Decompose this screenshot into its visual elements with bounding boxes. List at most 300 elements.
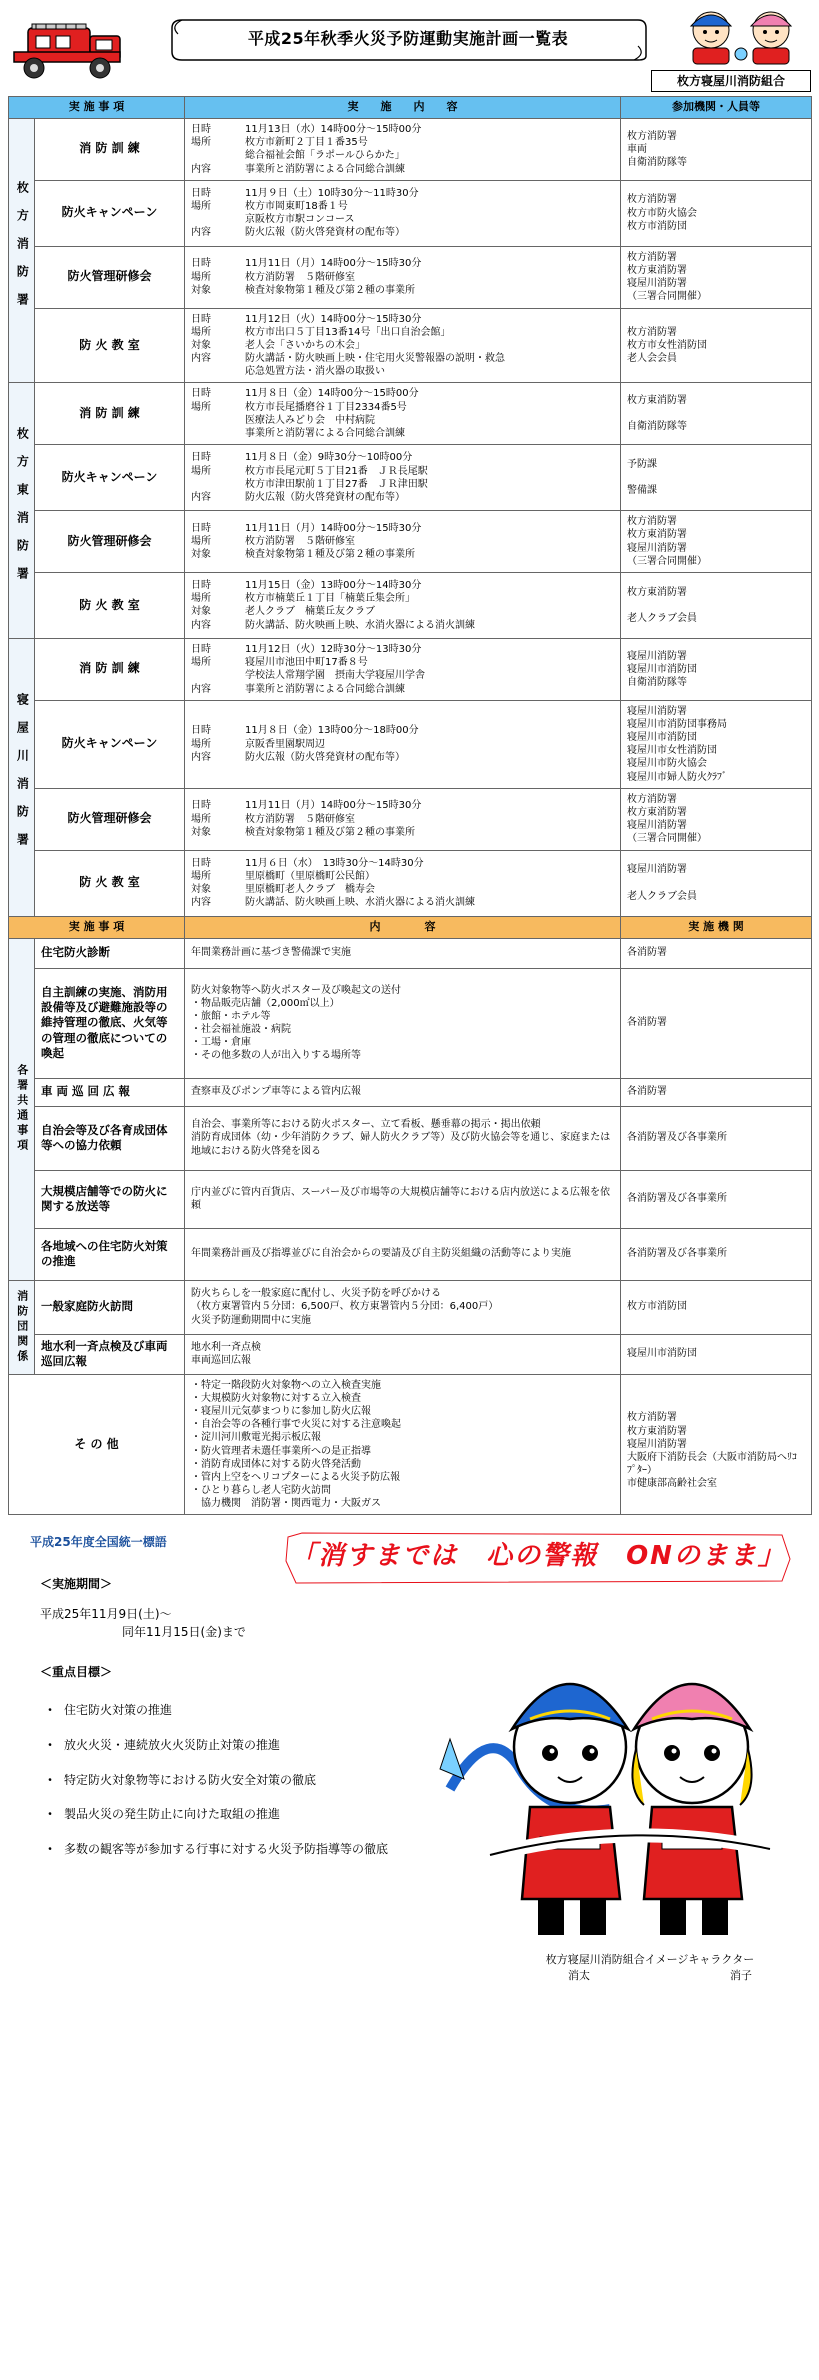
table-header: [9, 97, 812, 119]
event-details: [185, 383, 621, 445]
event-details: [185, 445, 621, 511]
detail-value: 枚方消防署 ５階研修室: [245, 813, 355, 825]
participant: 車両: [627, 143, 647, 155]
detail-value: 枚方市長尾元町５丁目21番 ＪＲ長尾駅: [245, 465, 428, 477]
table-row: [9, 308, 812, 383]
fire-truck-icon: [8, 22, 124, 82]
detail-line: [191, 163, 614, 176]
content-line: 車両巡回広報: [191, 1355, 251, 1367]
participant: 枚方消防署: [627, 516, 677, 528]
content-line: 自治会、事業所等における防火ポスター、立て看板、懸垂幕の掲示・掲出依頼: [191, 1119, 541, 1131]
event-content: [185, 1170, 621, 1228]
col-content-header: 実 施 内 容: [185, 97, 621, 119]
participant: 予防課: [627, 459, 657, 470]
content-line: 火災予防運動期間中に実施: [191, 1314, 311, 1326]
content-line: ・淀川河川敷電光掲示板広報: [191, 1432, 321, 1444]
bullet-icon: ・: [44, 1703, 57, 1718]
content-line: 地水利一斉点検: [191, 1341, 261, 1353]
detail-key: 場所: [191, 271, 211, 283]
detail-line: [191, 883, 614, 896]
table-row: [9, 788, 812, 850]
org-line: 各消防署及び各事業所: [627, 1193, 727, 1205]
content-line: ・ひとり暮らし老人宅防火訪問: [191, 1485, 331, 1497]
detail-line: [191, 257, 614, 270]
content-line: 査察車及びポンプ車等による管内広報: [191, 1086, 361, 1098]
detail-value: 11月13日（水）14時00分～15時00分: [245, 124, 422, 135]
detail-line: [191, 427, 614, 440]
event-details: [185, 850, 621, 916]
content-line: ・旅館・ホテル等: [191, 1010, 271, 1022]
detail-key: 内容: [191, 491, 211, 503]
detail-key: [191, 478, 245, 491]
detail-line: [191, 226, 614, 239]
executing-org: [621, 1106, 812, 1170]
event-details: [185, 308, 621, 383]
detail-key: 場所: [191, 401, 211, 413]
goal-item: [44, 1738, 464, 1754]
participant: 枚方消防署: [627, 793, 677, 805]
slogan-text: 「消すまでは 心の警報 ONのまま」: [290, 1541, 786, 1572]
detail-value: 寝屋川市池田中町17番８号: [245, 657, 368, 669]
detail-value: 11月９日（土）10時30分～11時30分: [245, 187, 419, 199]
detail-key: 日時: [191, 725, 211, 737]
participant: 枚方消防署: [627, 326, 677, 338]
detail-value: 枚方消防署 ５階研修室: [245, 535, 355, 547]
executing-org: [621, 968, 812, 1078]
table-row: [9, 1334, 812, 1374]
detail-key: 場所: [191, 201, 211, 213]
detail-value: 防火広報（防火啓発資材の配布等）: [245, 491, 405, 503]
org-line: 枚方市消防団: [627, 1301, 687, 1313]
participant: 自衛消防隊等: [627, 156, 687, 168]
detail-value: 枚方市岡東町18番１号: [245, 201, 348, 213]
detail-value: 11月11日（月）14時00分～15時30分: [245, 522, 422, 534]
event-name: 地水利一斉点検及び車両巡回広報: [35, 1334, 185, 1374]
participant: [627, 407, 805, 420]
table-row: [9, 1170, 812, 1228]
participant: 枚方消防署: [627, 130, 677, 142]
group-name: 各署共通事項: [9, 938, 35, 1280]
detail-line: [191, 683, 614, 696]
bullet-icon: ・: [44, 1772, 57, 1787]
detail-key: 対象: [191, 549, 211, 561]
event-name: 自主訓練の実施、消防用設備等及び避難施設等の維持管理の徹底、火気等の管理の徹底についての喚起: [35, 968, 185, 1078]
executing-org: [621, 938, 812, 968]
participants: [621, 246, 812, 308]
mascot-boy-name: 消太: [568, 1969, 590, 1983]
participant: 枚方市防火協会: [627, 207, 697, 219]
participant: 寝屋川市消防団事務局: [627, 718, 727, 730]
detail-key: 場所: [191, 137, 211, 149]
period-end: 同年11月15日(金)まで: [122, 1625, 246, 1640]
org-line: 寝屋川消防署: [627, 1438, 687, 1450]
content-line: 年間業務計画及び指導並びに自治会からの要請及び自主防災組織の活動等により実施: [191, 1248, 571, 1260]
mascot-names: [540, 1969, 780, 1984]
executing-org: [621, 1280, 812, 1334]
org-line: 各消防署: [627, 947, 667, 959]
detail-line: [191, 799, 614, 812]
participant: 枚方東消防署: [627, 586, 687, 598]
detail-key: 場所: [191, 535, 211, 547]
detail-key: 場所: [191, 326, 211, 338]
goal-item: [44, 1703, 464, 1719]
participant: （三署合同開催）: [627, 291, 707, 303]
detail-key: [191, 149, 245, 162]
detail-value: 防火講話、防火映画上映、水消火器による消火訓練: [245, 619, 475, 631]
detail-value: 総合福祉会館「ラポールひらかた」: [245, 150, 405, 162]
detail-value: 老人会「さいかちの木会」: [245, 339, 365, 351]
detail-key: 場所: [191, 593, 211, 605]
col-org-header: 参加機関・人員等: [621, 97, 812, 119]
detail-key: 内容: [191, 683, 211, 695]
title-banner: [168, 16, 648, 64]
period-start: 平成25年11月9日(土)～: [40, 1607, 172, 1622]
detail-line: [191, 465, 614, 478]
participant: （三署合同開催）: [627, 555, 707, 567]
detail-value: 11月８日（金）9時30分～10時00分: [245, 452, 413, 464]
participant: 枚方市女性消防団: [627, 339, 707, 351]
detail-value: 枚方市新町２丁目１番35号: [245, 137, 368, 149]
detail-line: [191, 401, 614, 414]
participants: [621, 445, 812, 511]
detail-value: 防火講話・防火映画上映・住宅用火災警報器の説明・救急: [245, 353, 505, 365]
table-row: [9, 511, 812, 573]
content-line: ・自治会等の各種行事で火災に対する注意喚起: [191, 1419, 401, 1431]
participant: 枚方消防署: [627, 251, 677, 263]
org-line: 各消防署: [627, 1017, 667, 1029]
detail-line: [191, 619, 614, 632]
participants: [621, 383, 812, 445]
event-name: 自治会等及び各育成団体等への協力依頼: [35, 1106, 185, 1170]
goals-heading: ＜重点目標＞: [40, 1665, 113, 1680]
detail-value: 枚方市津田駅前１丁目27番 ＪＲ津田駅: [245, 478, 428, 490]
content-line: ・特定一階段防火対象物への立入検査実施: [191, 1379, 381, 1391]
goal-text: 特定防火対象物等における防火安全対策の徹底: [64, 1772, 317, 1787]
event-details: [185, 788, 621, 850]
detail-line: [191, 387, 614, 400]
detail-key: 日時: [191, 452, 211, 464]
col2-content-header: 内 容: [185, 916, 621, 938]
detail-line: [191, 643, 614, 656]
table-row: [9, 572, 812, 638]
detail-line: [191, 535, 614, 548]
detail-key: [191, 414, 245, 427]
col2-org-header: 実 施 機 関: [621, 916, 812, 938]
executing-org: [621, 1334, 812, 1374]
participant: [627, 471, 805, 484]
detail-line: [191, 284, 614, 297]
campaign-section: [0, 1515, 819, 1995]
event-name: 大規模店舗等での防火に関する放送等: [35, 1170, 185, 1228]
detail-key: 場所: [191, 465, 211, 477]
detail-value: 事業所と消防署による合同総合訓練: [245, 683, 405, 695]
detail-value: 医療法人みどり会 中村病院: [245, 414, 375, 426]
table-row: [9, 1228, 812, 1280]
content-line: ・工場・倉庫: [191, 1037, 251, 1049]
content-line: 防火ちらしを一般家庭に配付し、火災予防を呼びかける: [191, 1288, 441, 1300]
participant: 老人会会員: [627, 353, 677, 365]
detail-key: 内容: [191, 163, 211, 175]
detail-key: 日時: [191, 800, 211, 812]
detail-value: 11月６日（水） 13時30分～14時30分: [245, 857, 424, 869]
bullet-icon: ・: [44, 1738, 57, 1753]
participant: [627, 877, 805, 890]
common-table: [8, 916, 812, 1516]
detail-line: [191, 200, 614, 213]
detail-value: 学校法人常翔学園 摂南大学寝屋川学舎: [245, 670, 425, 682]
mascot-caption: 枚方寝屋川消防組合イメージキャラクター: [545, 1953, 755, 1967]
participants: [621, 788, 812, 850]
detail-line: [191, 491, 614, 504]
detail-line: [191, 592, 614, 605]
participant: 寝屋川消防署: [627, 864, 687, 876]
detail-key: 日時: [191, 388, 211, 400]
goal-text: 製品火災の発生防止に向けた取組の推進: [64, 1807, 281, 1822]
event-name: 防火キャンペーン: [35, 445, 185, 511]
table-row: [9, 1078, 812, 1106]
page-title: 平成25年秋季火災予防運動実施計画一覧表: [247, 29, 569, 48]
content-line: ・防火管理者未選任事業所への是正指導: [191, 1445, 371, 1457]
goal-text: 放火火災・連続放火火災防止対策の推進: [64, 1738, 281, 1753]
detail-key: [191, 365, 245, 378]
detail-value: 11月８日（金）14時00分～15時00分: [245, 388, 419, 400]
content-line: 協力機関 消防署・関西電力・大阪ガス: [191, 1498, 381, 1510]
org-line: 各消防署及び各事業所: [627, 1248, 727, 1260]
detail-line: [191, 522, 614, 535]
group-name: 消防団関係: [9, 1280, 35, 1374]
detail-key: 場所: [191, 813, 211, 825]
detail-value: 防火広報（防火啓発資材の配布等）: [245, 227, 405, 239]
detail-line: [191, 339, 614, 352]
detail-key: 内容: [191, 897, 211, 909]
table-row: [9, 938, 812, 968]
detail-line: [191, 313, 614, 326]
detail-value: 里原橋町老人クラブ 橋寿会: [245, 884, 375, 896]
participant: 自衛消防隊等: [627, 676, 687, 688]
goal-text: 多数の観客等が参加する行事に対する火災予防指導等の徹底: [64, 1841, 389, 1856]
detail-key: 内容: [191, 227, 211, 239]
participants: [621, 638, 812, 700]
detail-value: 事業所と消防署による合同総合訓練: [245, 163, 405, 175]
detail-value: 検査対象物第１種及び第２種の事業所: [245, 549, 415, 561]
detail-line: [191, 896, 614, 909]
content-line: ・大規模防火対象物に対する立入検査: [191, 1392, 361, 1404]
content-line: 消防育成団体（幼・少年消防クラブ、婦人防火クラブ等）及び防火協会等を通じ、家庭または地域における防火啓発を図る: [191, 1132, 611, 1157]
participant: 寝屋川消防署: [627, 820, 687, 832]
detail-key: 日時: [191, 857, 211, 869]
detail-value: 事業所と消防署による合同総合訓練: [245, 428, 405, 439]
participant: 枚方東消防署: [627, 395, 687, 407]
org-line: 枚方東消防署: [627, 1425, 687, 1437]
detail-line: [191, 738, 614, 751]
executing-org: [621, 1228, 812, 1280]
common-header: [9, 916, 812, 938]
participant: 枚方東消防署: [627, 807, 687, 818]
detail-line: [191, 271, 614, 284]
content-line: ・社会福祉施設・病院: [191, 1024, 291, 1036]
participant: 寝屋川市消防団: [627, 663, 697, 675]
participants: [621, 572, 812, 638]
participant: 寝屋川消防署: [627, 278, 687, 290]
participant: 寝屋川消防署: [627, 542, 687, 554]
detail-line: [191, 365, 614, 378]
event-content: [185, 1374, 621, 1515]
detail-key: [191, 427, 245, 440]
schedule-table: [8, 96, 812, 917]
detail-key: 日時: [191, 313, 211, 325]
event-name: 防火管理研修会: [35, 788, 185, 850]
org-line: 市健康部高齢社会室: [627, 1478, 717, 1490]
participants: [621, 700, 812, 788]
participant: 老人クラブ会員: [627, 612, 697, 624]
detail-line: [191, 149, 614, 162]
period-heading: ＜実施期間＞: [40, 1577, 113, 1592]
org-line: 寝屋川市消防団: [627, 1348, 697, 1360]
executing-org: [621, 1078, 812, 1106]
detail-value: 里原橋町（里原橋町公民館）: [245, 870, 375, 882]
detail-key: 場所: [191, 738, 211, 750]
participants: [621, 308, 812, 383]
detail-key: 内容: [191, 353, 211, 365]
event-name: 防 火 教 室: [35, 850, 185, 916]
participants: [621, 180, 812, 246]
event-name: 各地域への住宅防火対策の推進: [35, 1228, 185, 1280]
participant: 警備課: [627, 485, 657, 497]
table-row: [9, 246, 812, 308]
event-content: [185, 1280, 621, 1334]
event-name: 防火管理研修会: [35, 246, 185, 308]
participant: 寝屋川消防署: [627, 705, 687, 717]
event-name: 消 防 訓 練: [35, 119, 185, 181]
col-item-header: 実 施 事 項: [9, 97, 185, 119]
detail-key: 日時: [191, 187, 211, 199]
org-name: 枚方寝屋川消防組合: [651, 70, 811, 92]
detail-value: 応急処置方法・消火器の取扱い: [245, 366, 385, 378]
table-row: [9, 180, 812, 246]
table-row: [9, 638, 812, 700]
executing-org: [621, 1170, 812, 1228]
detail-key: 内容: [191, 751, 211, 763]
content-line: ・物品販売店舗（2,000㎡以上）: [191, 997, 340, 1009]
org-line: [627, 1398, 805, 1411]
event-content: [185, 1078, 621, 1106]
slogan-label: 平成25年度全国統一標語: [30, 1535, 167, 1550]
event-details: [185, 511, 621, 573]
table-row: [9, 1374, 812, 1515]
goal-item: [44, 1773, 464, 1789]
detail-key: 日時: [191, 522, 211, 534]
detail-value: 防火広報（防火啓発資材の配布等）: [245, 751, 405, 763]
mascot-small-icon: [671, 4, 811, 66]
participant: 自衛消防隊等: [627, 421, 687, 433]
detail-value: 防火講話、防火映画上映、水消火器による消火訓練: [245, 897, 475, 909]
detail-line: [191, 857, 614, 870]
detail-value: 老人クラブ 楠葉丘友クラブ: [245, 606, 375, 618]
org-line: 各消防署及び各事業所: [627, 1132, 727, 1144]
goal-text: 住宅防火対策の推進: [64, 1703, 173, 1718]
detail-key: 場所: [191, 657, 211, 669]
event-details: [185, 180, 621, 246]
participant: 寝屋川消防署: [627, 650, 687, 662]
detail-line: [191, 414, 614, 427]
detail-value: 京阪香里園駅周辺: [245, 738, 325, 750]
detail-value: 11月11日（月）14時00分～15時30分: [245, 800, 422, 812]
event-name: 一般家庭防火訪問: [35, 1280, 185, 1334]
participant: 枚方東消防署: [627, 264, 687, 276]
event-content: [185, 968, 621, 1078]
detail-line: [191, 478, 614, 491]
detail-value: 11月８日（金）13時00分～18時00分: [245, 725, 419, 737]
detail-line: [191, 826, 614, 839]
event-details: [185, 638, 621, 700]
section-name: 枚方東消防署: [9, 383, 35, 639]
participant: 寝屋川市女性消防団: [627, 745, 717, 757]
detail-key: [191, 213, 245, 226]
participant: 寝屋川市消防団: [627, 732, 697, 744]
participants: [621, 511, 812, 573]
detail-line: [191, 326, 614, 339]
detail-key: 日時: [191, 124, 211, 135]
event-name: 防 火 教 室: [35, 572, 185, 638]
detail-value: 11月15日（金）13時00分～14時30分: [245, 580, 422, 592]
header: [0, 0, 819, 96]
detail-line: [191, 123, 614, 136]
participant: 老人クラブ会員: [627, 890, 697, 902]
detail-key: 内容: [191, 619, 211, 631]
event-name: 車 両 巡 回 広 報: [35, 1078, 185, 1106]
event-name: 防 火 教 室: [35, 308, 185, 383]
event-content: [185, 938, 621, 968]
event-name: 防火管理研修会: [35, 511, 185, 573]
detail-line: [191, 669, 614, 682]
content-line: 防火対象物等へ防火ポスター及び喚起文の送付: [191, 984, 401, 996]
detail-line: [191, 451, 614, 464]
detail-value: 11月12日（火）14時00分～15時30分: [245, 313, 422, 325]
bullet-icon: ・: [44, 1841, 57, 1856]
detail-line: [191, 352, 614, 365]
detail-key: 対象: [191, 826, 211, 838]
event-name: 住宅防火診断: [35, 938, 185, 968]
table-row: [9, 850, 812, 916]
table-row: [9, 700, 812, 788]
event-content: [185, 1106, 621, 1170]
content-line: 年間業務計画に基づき警備課で実施: [191, 947, 351, 959]
event-name: 防火キャンペーン: [35, 180, 185, 246]
event-name: 消 防 訓 練: [35, 383, 185, 445]
detail-line: [191, 724, 614, 737]
content-line: 庁内並びに管内百貨店、スーパー及び市場等の大規模店舗等における店内放送による広報を依頼: [191, 1186, 610, 1212]
goals-list: [44, 1703, 464, 1876]
detail-key: 場所: [191, 870, 211, 882]
table-row: [9, 119, 812, 181]
detail-key: 対象: [191, 606, 211, 618]
event-name: 消 防 訓 練: [35, 638, 185, 700]
detail-line: [191, 548, 614, 561]
mascot-girl-name: 消子: [730, 1969, 752, 1983]
detail-line: [191, 136, 614, 149]
participants: [621, 850, 812, 916]
event-details: [185, 119, 621, 181]
table-row: [9, 445, 812, 511]
detail-value: 京阪枚方市駅コンコース: [245, 214, 355, 226]
participant: 枚方消防署: [627, 194, 677, 206]
executing-org: [621, 1374, 812, 1515]
event-content: [185, 1334, 621, 1374]
table-row: [9, 1280, 812, 1334]
detail-key: 日時: [191, 580, 211, 592]
table-row: [9, 968, 812, 1078]
table-row: [9, 1106, 812, 1170]
